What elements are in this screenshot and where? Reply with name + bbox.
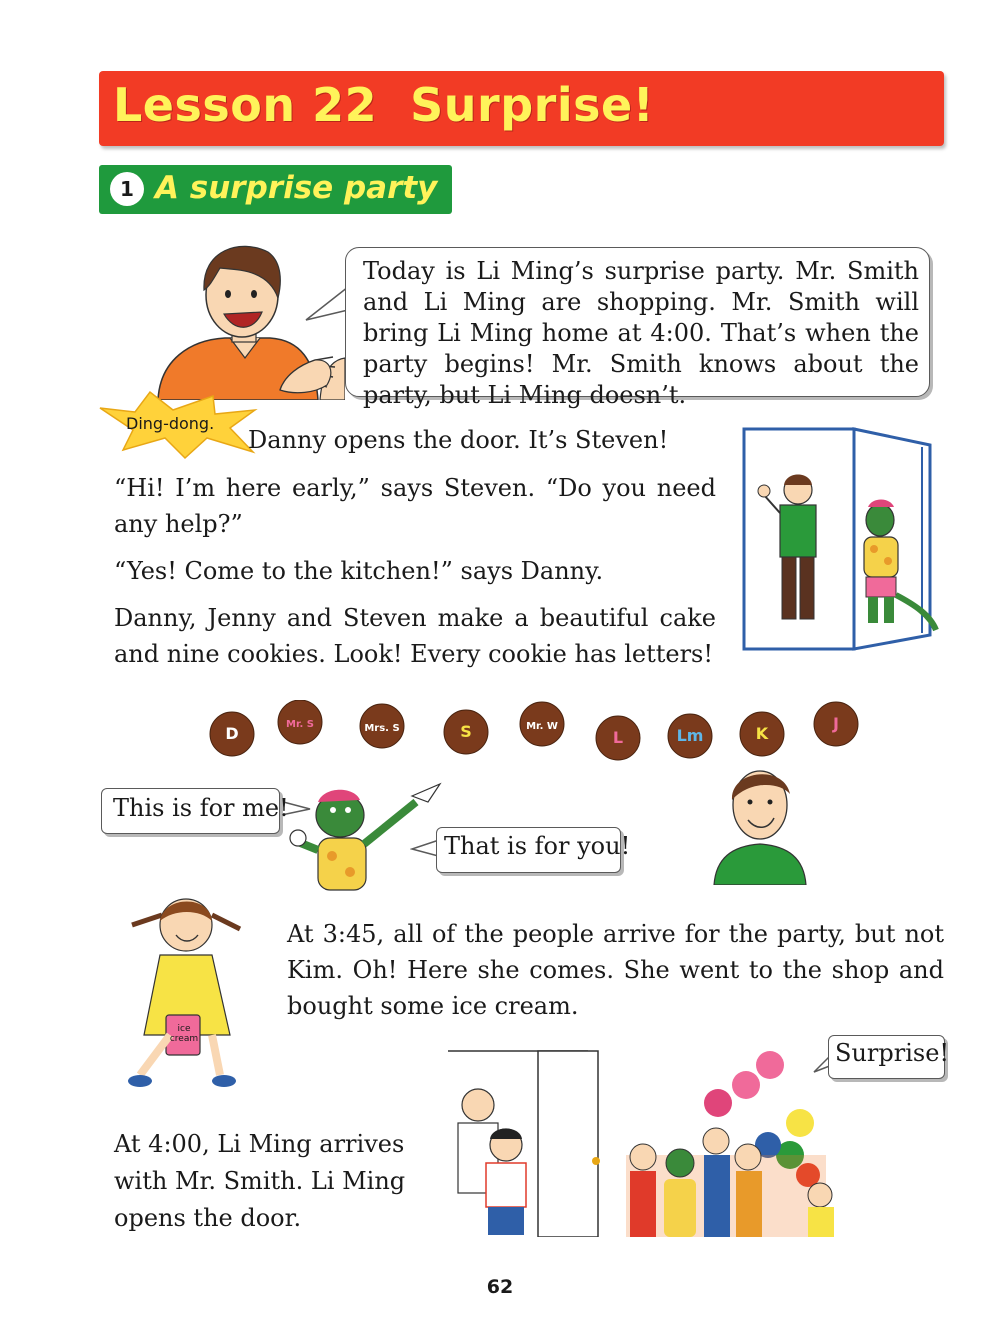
cookie-label: Lm [676, 726, 704, 745]
party-scene-illustration [448, 1045, 838, 1237]
kim-illustration [120, 895, 255, 1095]
cookie-4 [444, 710, 488, 754]
waving-hand-icon [275, 345, 340, 395]
door-scene-illustration [740, 425, 940, 655]
ice-cream-label: ice cream [169, 1024, 199, 1044]
intro-bubble-text: Today is Li Ming’s surprise party. Mr. Smith and Li Ming are shopping. Mr. Smith will bring Li Ming home at 4:00. That’s when the party begins! Mr. Smith knows about the party, but Li Ming doesn’t. [363, 257, 919, 409]
lesson-title: Lesson 22 Surprise! [113, 78, 655, 132]
cookie-7 [668, 714, 712, 758]
doorbell-text: Ding-dong. [126, 414, 215, 433]
cookies-row [200, 700, 870, 765]
cookie-label: L [612, 728, 624, 747]
cookie-1 [210, 712, 254, 756]
cookie-label: K [755, 724, 769, 743]
steven-illustration [710, 760, 810, 885]
cookie-8 [740, 712, 784, 756]
story-paragraph-2: “Hi! I’m here early,” says Steven. “Do you need any help?” [114, 474, 716, 538]
cookie-label: S [460, 722, 472, 741]
cookie-label: Mr. S [286, 719, 314, 730]
page-number: 62 [486, 1276, 514, 1298]
this-is-for-me-text: This is for me! [113, 794, 289, 822]
cookie-label: Mr. W [526, 721, 558, 732]
section-title: A surprise party [155, 170, 438, 206]
danny-dinosaur-illustration [288, 780, 448, 895]
story-paragraph-3: “Yes! Come to the kitchen!” says Danny. [114, 557, 604, 585]
cookie-label: D [225, 724, 239, 743]
story-paragraph-6: At 4:00, Li Ming arrives with Mr. Smith. Li Ming opens the door. [114, 1130, 406, 1232]
story-paragraph-5: At 3:45, all of the people arrive for the party, but not Kim. Oh! Here she comes. She went to the shop and bought some ice cream. [287, 920, 944, 1020]
surprise-text: Surprise! [835, 1039, 950, 1067]
that-is-for-you-text: That is for you! [444, 832, 631, 860]
cookie-label: Mrs. S [364, 723, 400, 734]
story-paragraph-1: Danny opens the door. It’s Steven! [248, 426, 669, 454]
section-number-badge: 1 [110, 172, 144, 206]
cookie-label: J [833, 714, 839, 733]
story-paragraph-4: Danny, Jenny and Steven make a beautiful cake and nine cookies. Look! Every cookie has letters! [114, 604, 716, 668]
cookie-6 [596, 716, 640, 760]
cookie-2 [278, 700, 322, 744]
cookie-5 [520, 702, 564, 746]
cookie-3 [360, 704, 404, 748]
cookie-9 [814, 702, 858, 746]
